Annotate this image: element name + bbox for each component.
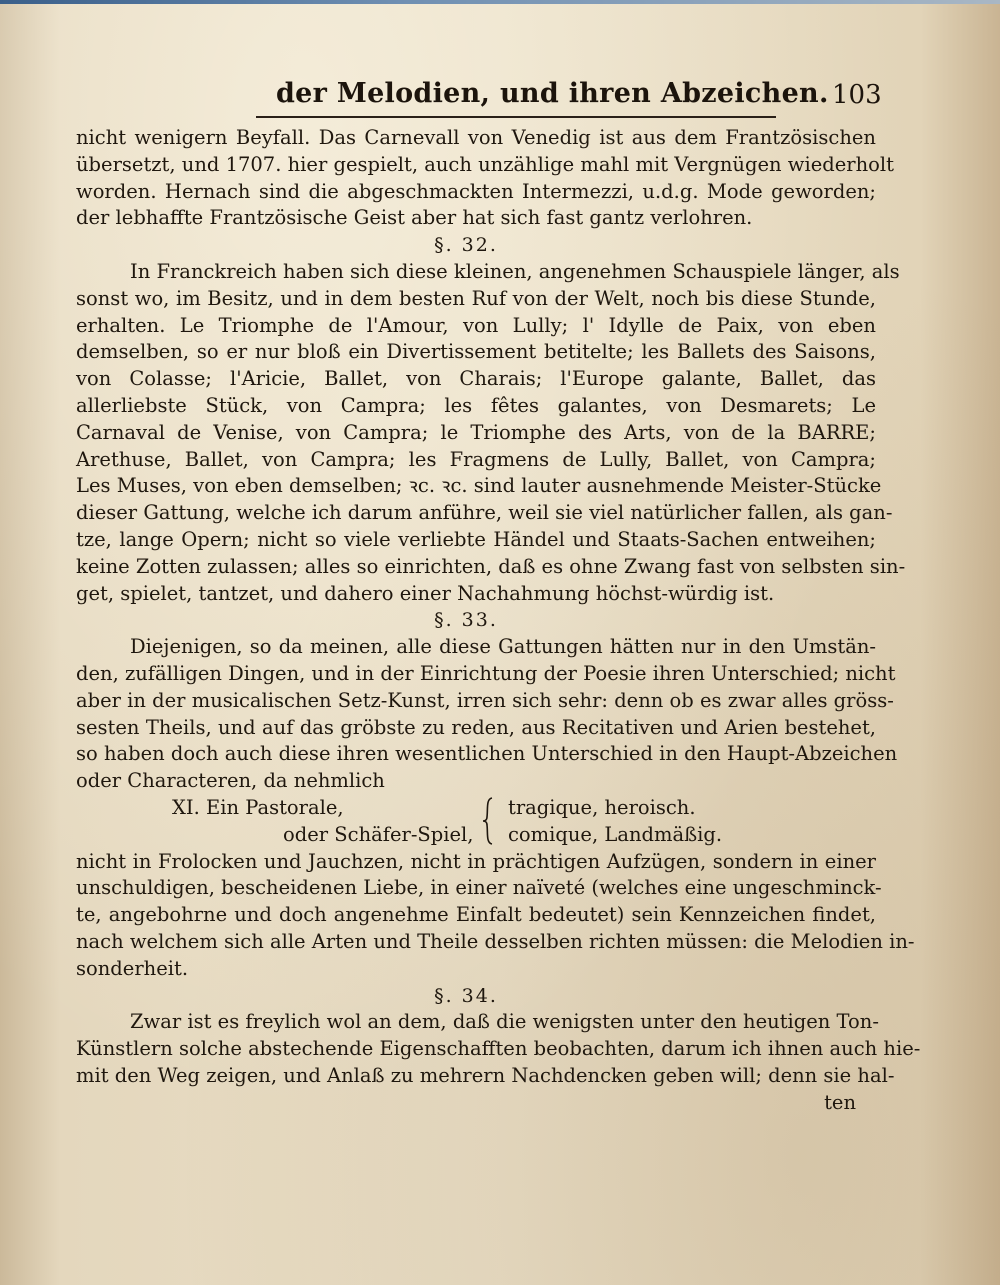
section-number: §. 33. xyxy=(434,609,498,632)
text-line: aber in der musicalischen Setz-Kunst, irren sich sehr: denn ob es zwar alles gröss- xyxy=(76,688,894,712)
schaefer-spiel-label: oder Schäfer-Spiel, xyxy=(283,822,474,846)
text-line: sonderheit. xyxy=(76,956,189,980)
text-line: Carnaval de Venise, von Campra; le Triomphe des Arts, von de la BARRE; xyxy=(76,420,876,444)
text-line: demselben, so er nur bloß ein Divertissement betitelte; les Ballets des Saisons, xyxy=(76,340,876,364)
text-line: Künstlern solche abstechende Eigenschafften beobachten, darum ich ihnen auch hie- xyxy=(76,1037,921,1061)
text-line: dieser Gattung, welche ich darum anführe, weil sie viel natürlicher fallen, als gan- xyxy=(76,501,893,525)
text-line: so haben doch auch diese ihren wesentlichen Unterschied in den Haupt-Abzeichen xyxy=(76,742,898,766)
text-line: oder Characteren, da nehmlich xyxy=(76,769,385,793)
tragique-label: tragique, heroisch. xyxy=(508,795,696,819)
scan-edge xyxy=(0,0,1000,4)
page-number: 103 xyxy=(832,80,882,110)
text-line: Diejenigen, so da meinen, alle diese Gattungen hätten nur in den Umstän- xyxy=(130,635,876,659)
text-line: te, angebohrne und doch angenehme Einfalt bedeutet) sein Kennzeichen findet, xyxy=(76,903,876,927)
text-line: mit den Weg zeigen, und Anlaß zu mehrern Nachdencken geben will; denn sie hal- xyxy=(76,1063,895,1087)
text-line: worden. Hernach sind die abgeschmackten Intermezzi, u.d.g. Mode geworden; xyxy=(76,179,876,203)
page-header xyxy=(80,76,880,118)
text-line: übersetzt, und 1707. hier gespielt, auch unzählige mahl mit Vergnügen wiederholt xyxy=(76,152,894,176)
text-line: In Franckreich haben sich diese kleinen, angenehmen Schauspiele länger, als xyxy=(130,259,900,283)
section-heading-33 xyxy=(76,607,876,634)
section-number: §. 32. xyxy=(434,234,498,257)
text-line: sonst wo, im Besitz, und in dem besten Ruf von der Welt, noch bis diese Stunde, xyxy=(76,286,876,310)
body-text xyxy=(76,125,921,1116)
pastorale-label: XI. Ein Pastorale, xyxy=(172,795,344,819)
text-line: get, spielet, tantzet, und dahero einer Nachahmung höchst-würdig ist. xyxy=(76,581,775,605)
running-title: der Melodien, und ihren Abzeichen. xyxy=(276,78,829,109)
text-line: der lebhaffte Frantzösische Geist aber hat sich fast gantz verlohren. xyxy=(76,206,753,230)
text-line: tze, lange Opern; nicht so viele verliebte Händel und Staats-Sachen entweihen; xyxy=(76,527,876,551)
header-rule xyxy=(256,116,776,118)
brace-icon xyxy=(482,797,494,845)
section-heading-34 xyxy=(76,983,876,1010)
text-line: Zwar ist es freylich wol an dem, daß die wenigsten unter den heutigen Ton- xyxy=(130,1010,879,1034)
text-line: von Colasse; l'Aricie, Ballet, von Charais; l'Europe galante, Ballet, das xyxy=(76,367,876,391)
text-line: erhalten. Le Triomphe de l'Amour, von Lully; l' Idylle de Paix, von eben xyxy=(76,313,876,337)
text-line: sesten Theils, und auf das gröbste zu reden, aus Recitativen und Arien bestehet, xyxy=(76,715,876,739)
comique-label: comique, Landmäßig. xyxy=(508,822,723,846)
text-line: nicht wenigern Beyfall. Das Carnevall von Venedig ist aus dem Frantzösischen xyxy=(76,126,876,149)
paragraph-1 xyxy=(76,125,894,232)
catchword: ten xyxy=(824,1090,856,1114)
text-line: keine Zotten zulassen; alles so einrichten, daß es ohne Zwang fast von selbsten sin- xyxy=(76,554,906,578)
text-line: Les Muses, von eben demselben; ꝛc. ꝛc. sind lauter ausnehmende Meister-Stücke xyxy=(76,474,882,498)
paragraph-4 xyxy=(76,849,915,983)
text-line: den, zufälligen Dingen, und in der Einrichtung der Poesie ihren Unterschied; nicht xyxy=(76,661,896,685)
section-number: §. 34. xyxy=(434,984,498,1007)
text-line: nach welchem sich alle Arten und Theile desselben richten müssen: die Melodien in- xyxy=(76,929,915,953)
paragraph-5 xyxy=(76,1009,921,1116)
text-line: unschuldigen, bescheidenen Liebe, in einer naïveté (welches eine ungeschminck- xyxy=(76,876,882,900)
paragraph-3 xyxy=(76,634,898,795)
section-heading-32 xyxy=(76,232,876,259)
text-line: nicht in Frolocken und Jauchzen, nicht in prächtigen Aufzügen, sondern in einer xyxy=(76,849,876,873)
text-line: allerliebste Stück, von Campra; les fêtes galantes, von Desmarets; Le xyxy=(76,393,876,417)
text-line: Arethuse, Ballet, von Campra; les Fragmens de Lully, Ballet, von Campra; xyxy=(76,447,876,471)
pastorale-definition xyxy=(76,795,876,849)
paragraph-2 xyxy=(76,259,906,607)
